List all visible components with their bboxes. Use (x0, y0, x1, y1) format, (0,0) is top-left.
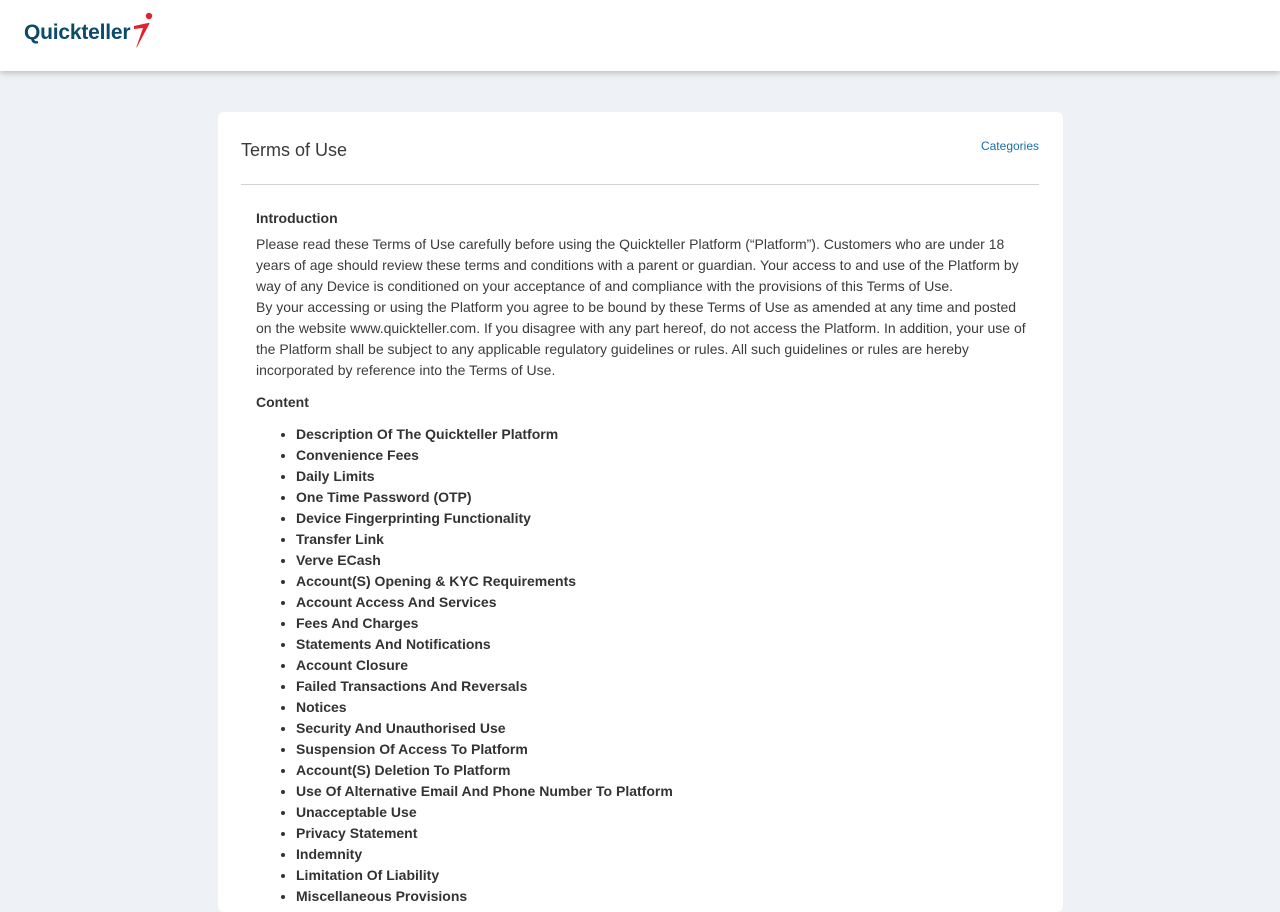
introduction-paragraph-2: By your accessing or using the Platform you agree to be bound by these Terms of Use as amended at any time and posted on the website www.quickteller.com. If you disagree with any part hereof, do not access the Platform. In addition, your use of the Platform shall be subject to any applicable regulatory guidelines or rules. All such guidelines or rules are hereby incorporated by reference into the Terms of Use. (256, 299, 1026, 378)
terms-content (256, 208, 1026, 907)
content-item-account-opening[interactable]: • Account(S) Opening & KYC Requirements (296, 571, 1026, 592)
content-item-liability[interactable]: • Limitation Of Liability (296, 865, 1026, 886)
content-list (256, 424, 1026, 907)
terms-card (218, 112, 1063, 912)
title-divider (241, 184, 1039, 185)
content-item-suspension[interactable]: • Suspension Of Access To Platform (296, 739, 1026, 760)
content-heading: Content (256, 394, 309, 410)
content-item-transfer-link[interactable]: • Transfer Link (296, 529, 1026, 550)
logo-text: Quickteller (24, 20, 131, 44)
content-item-miscellaneous[interactable]: • Miscellaneous Provisions (296, 886, 1026, 907)
content-item-account-deletion[interactable]: • Account(S) Deletion To Platform (296, 760, 1026, 781)
top-header (0, 0, 1280, 71)
content-item-security[interactable]: • Security And Unauthorised Use (296, 718, 1026, 739)
content-item-notices[interactable]: • Notices (296, 697, 1026, 718)
content-item-description[interactable]: • Description Of The Quickteller Platform (296, 424, 1026, 445)
content-item-account-access[interactable]: • Account Access And Services (296, 592, 1026, 613)
quickteller-logo[interactable] (24, 12, 155, 52)
content-item-privacy[interactable]: • Privacy Statement (296, 823, 1026, 844)
logo-mark-icon (129, 11, 155, 49)
content-item-failed-transactions[interactable]: • Failed Transactions And Reversals (296, 676, 1026, 697)
content-item-daily-limits[interactable]: • Daily Limits (296, 466, 1026, 487)
page-title: Terms of Use (241, 140, 348, 160)
introduction-heading: Introduction (256, 210, 338, 226)
introduction-paragraph-1: Please read these Terms of Use carefully before using the Quickteller Platform (“Platform”). Customers who are under 18 years of age should review these terms and conditions with a parent or guardian. Your access to and use of the Platform by way of any Device is conditioned on your acceptance of and compliance with the provisions of this Terms of Use. (256, 236, 1019, 294)
categories-link[interactable]: Categories (980, 139, 1039, 153)
content-item-convenience-fees[interactable]: • Convenience Fees (296, 445, 1026, 466)
content-item-otp[interactable]: • One Time Password (OTP) (296, 487, 1026, 508)
content-item-unacceptable-use[interactable]: • Unacceptable Use (296, 802, 1026, 823)
content-item-indemnity[interactable]: • Indemnity (296, 844, 1026, 865)
content-item-fees-charges[interactable]: • Fees And Charges (296, 613, 1026, 634)
content-item-verve-ecash[interactable]: • Verve ECash (296, 550, 1026, 571)
content-item-device-fingerprinting[interactable]: • Device Fingerprinting Functionality (296, 508, 1026, 529)
content-item-alternative-email[interactable]: • Use Of Alternative Email And Phone Number To Platform (296, 781, 1026, 802)
content-item-account-closure[interactable]: • Account Closure (296, 655, 1026, 676)
content-item-statements[interactable]: • Statements And Notifications (296, 634, 1026, 655)
